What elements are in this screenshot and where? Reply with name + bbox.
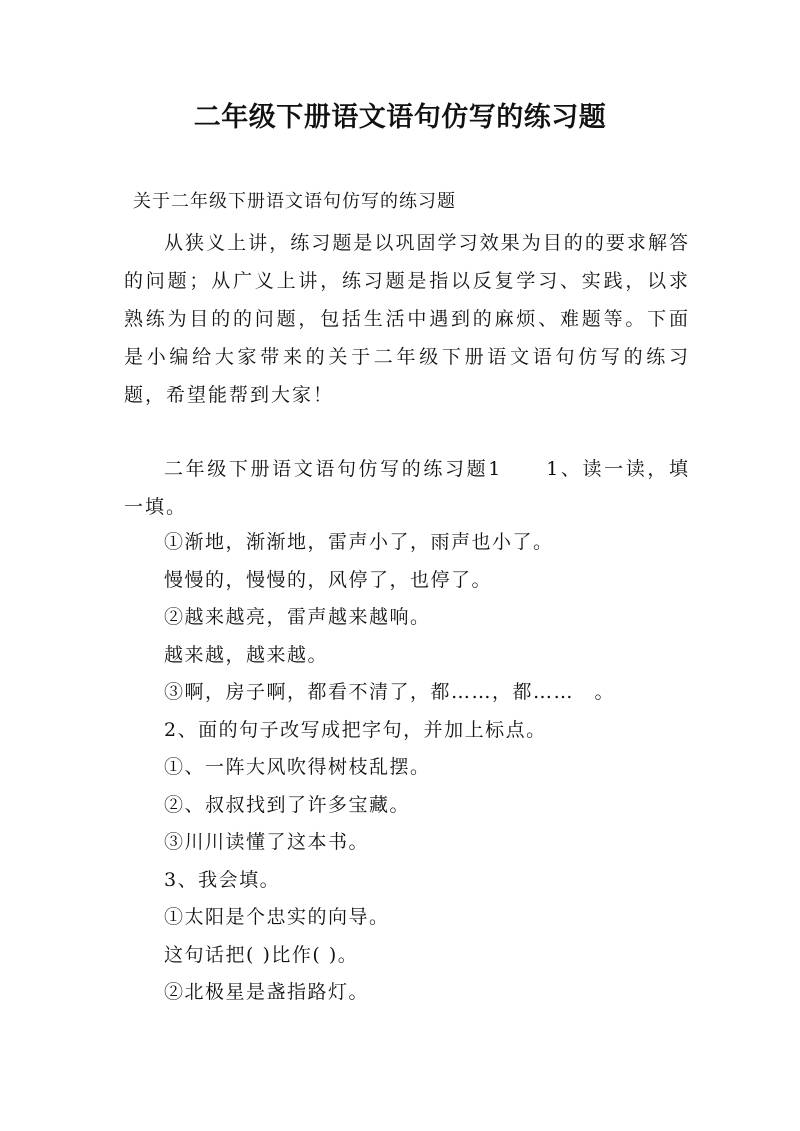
exercise-line: ①渐地，渐渐地，雷声小了，雨声也小了。 — [164, 531, 554, 553]
exercise-line: 3、我会填。 — [164, 869, 281, 891]
document-subtitle: 关于二年级下册语文语句仿写的练习题 — [133, 191, 456, 212]
intro-paragraph: 从狭义上讲，练习题是以巩固学习效果为目的的要求解答的问题；从广义上讲，练习题是指以反复学习、实践，以求熟练为目的的问题，包括生活中遇到的麻烦、难题等。下面是小编给大家带来的关于二年级下册语文语句仿写的练习题，希望能帮到大家！ — [124, 232, 690, 406]
exercise-line: ③啊，房子啊，都看不清了，都……，都…… 。 — [164, 681, 616, 703]
exercise-line: ①、一阵大风吹得树枝乱摆。 — [164, 756, 431, 778]
document-title: 二年级下册语文语句仿写的练习题 — [193, 102, 607, 133]
exercise-line: ①太阳是个忠实的向导。 — [164, 906, 390, 928]
exercise-line: 2、面的句子改写成把字句，并加上标点。 — [164, 719, 547, 741]
exercise-section-heading: 二年级下册语文语句仿写的练习题1 1、读一读，填一填。 — [124, 458, 690, 518]
exercise-line: 这句话把( )比作( )。 — [164, 944, 359, 966]
exercise-line: 越来越，越来越。 — [164, 644, 329, 666]
exercise-line: ②北极星是盏指路灯。 — [164, 981, 370, 1003]
exercise-line: ②、叔叔找到了许多宝藏。 — [164, 794, 411, 816]
exercise-line: ②越来越亮，雷声越来越响。 — [164, 606, 431, 628]
exercise-line: ③川川读懂了这本书。 — [164, 831, 370, 853]
exercise-line: 慢慢的，慢慢的，风停了，也停了。 — [164, 569, 493, 591]
